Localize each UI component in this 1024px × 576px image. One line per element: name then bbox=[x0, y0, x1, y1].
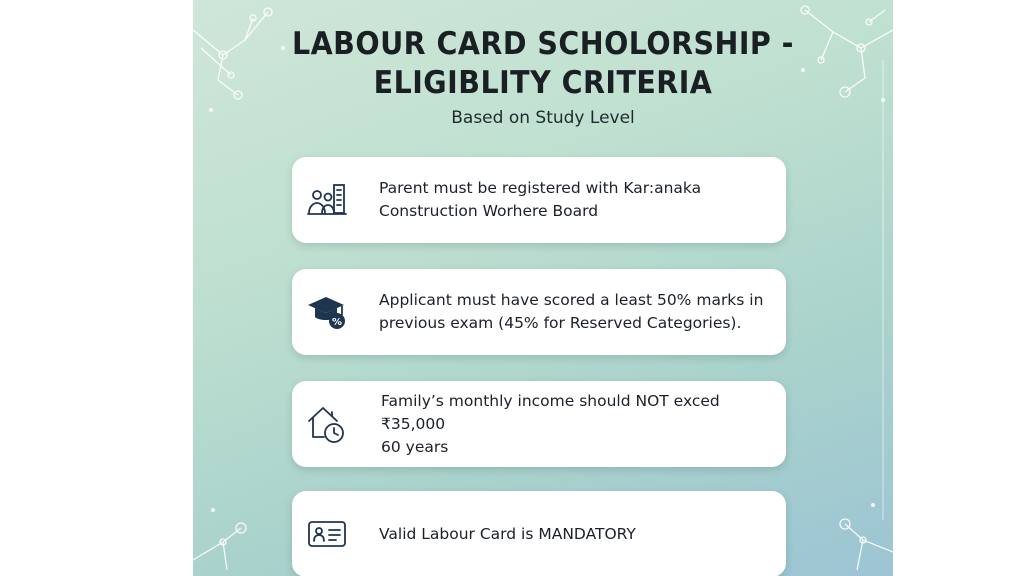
criteria-line: previous exam (45% for Reserved Categories). bbox=[379, 314, 742, 332]
house-clock-icon bbox=[306, 403, 348, 445]
criteria-line: Parent must be registered with Kar:anaka bbox=[379, 179, 702, 197]
title-line-1: LABOUR CARD SCHOLORSHIP - bbox=[291, 26, 794, 62]
criteria-card-registration bbox=[292, 157, 786, 243]
graduation-cap-percent-icon bbox=[306, 291, 348, 333]
criteria-line: Construction Worhere Board bbox=[379, 202, 599, 220]
title-line-2: ELIGIBLITY CRITERIA bbox=[373, 65, 713, 101]
criteria-text bbox=[379, 269, 776, 355]
workers-building-icon bbox=[306, 179, 348, 221]
criteria-line: Applicant must have scored a least 50% marks in bbox=[379, 291, 764, 309]
criteria-text bbox=[379, 157, 776, 243]
criteria-line: 60 years bbox=[381, 437, 449, 456]
svg-text:%: % bbox=[331, 317, 343, 328]
criteria-line: Valid Labour Card is MANDATORY bbox=[379, 524, 636, 543]
criteria-card-income bbox=[292, 381, 786, 467]
poster bbox=[193, 0, 893, 576]
criteria-line: Family’s monthly income should NOT exced ₹35,000 bbox=[381, 391, 720, 433]
criteria-card-labour-card bbox=[292, 491, 786, 576]
criteria-text bbox=[381, 381, 776, 467]
criteria-text bbox=[379, 491, 776, 576]
criteria-card-marks bbox=[292, 269, 786, 355]
id-card-icon bbox=[306, 513, 348, 555]
subtitle: Based on Study Level bbox=[451, 108, 635, 128]
